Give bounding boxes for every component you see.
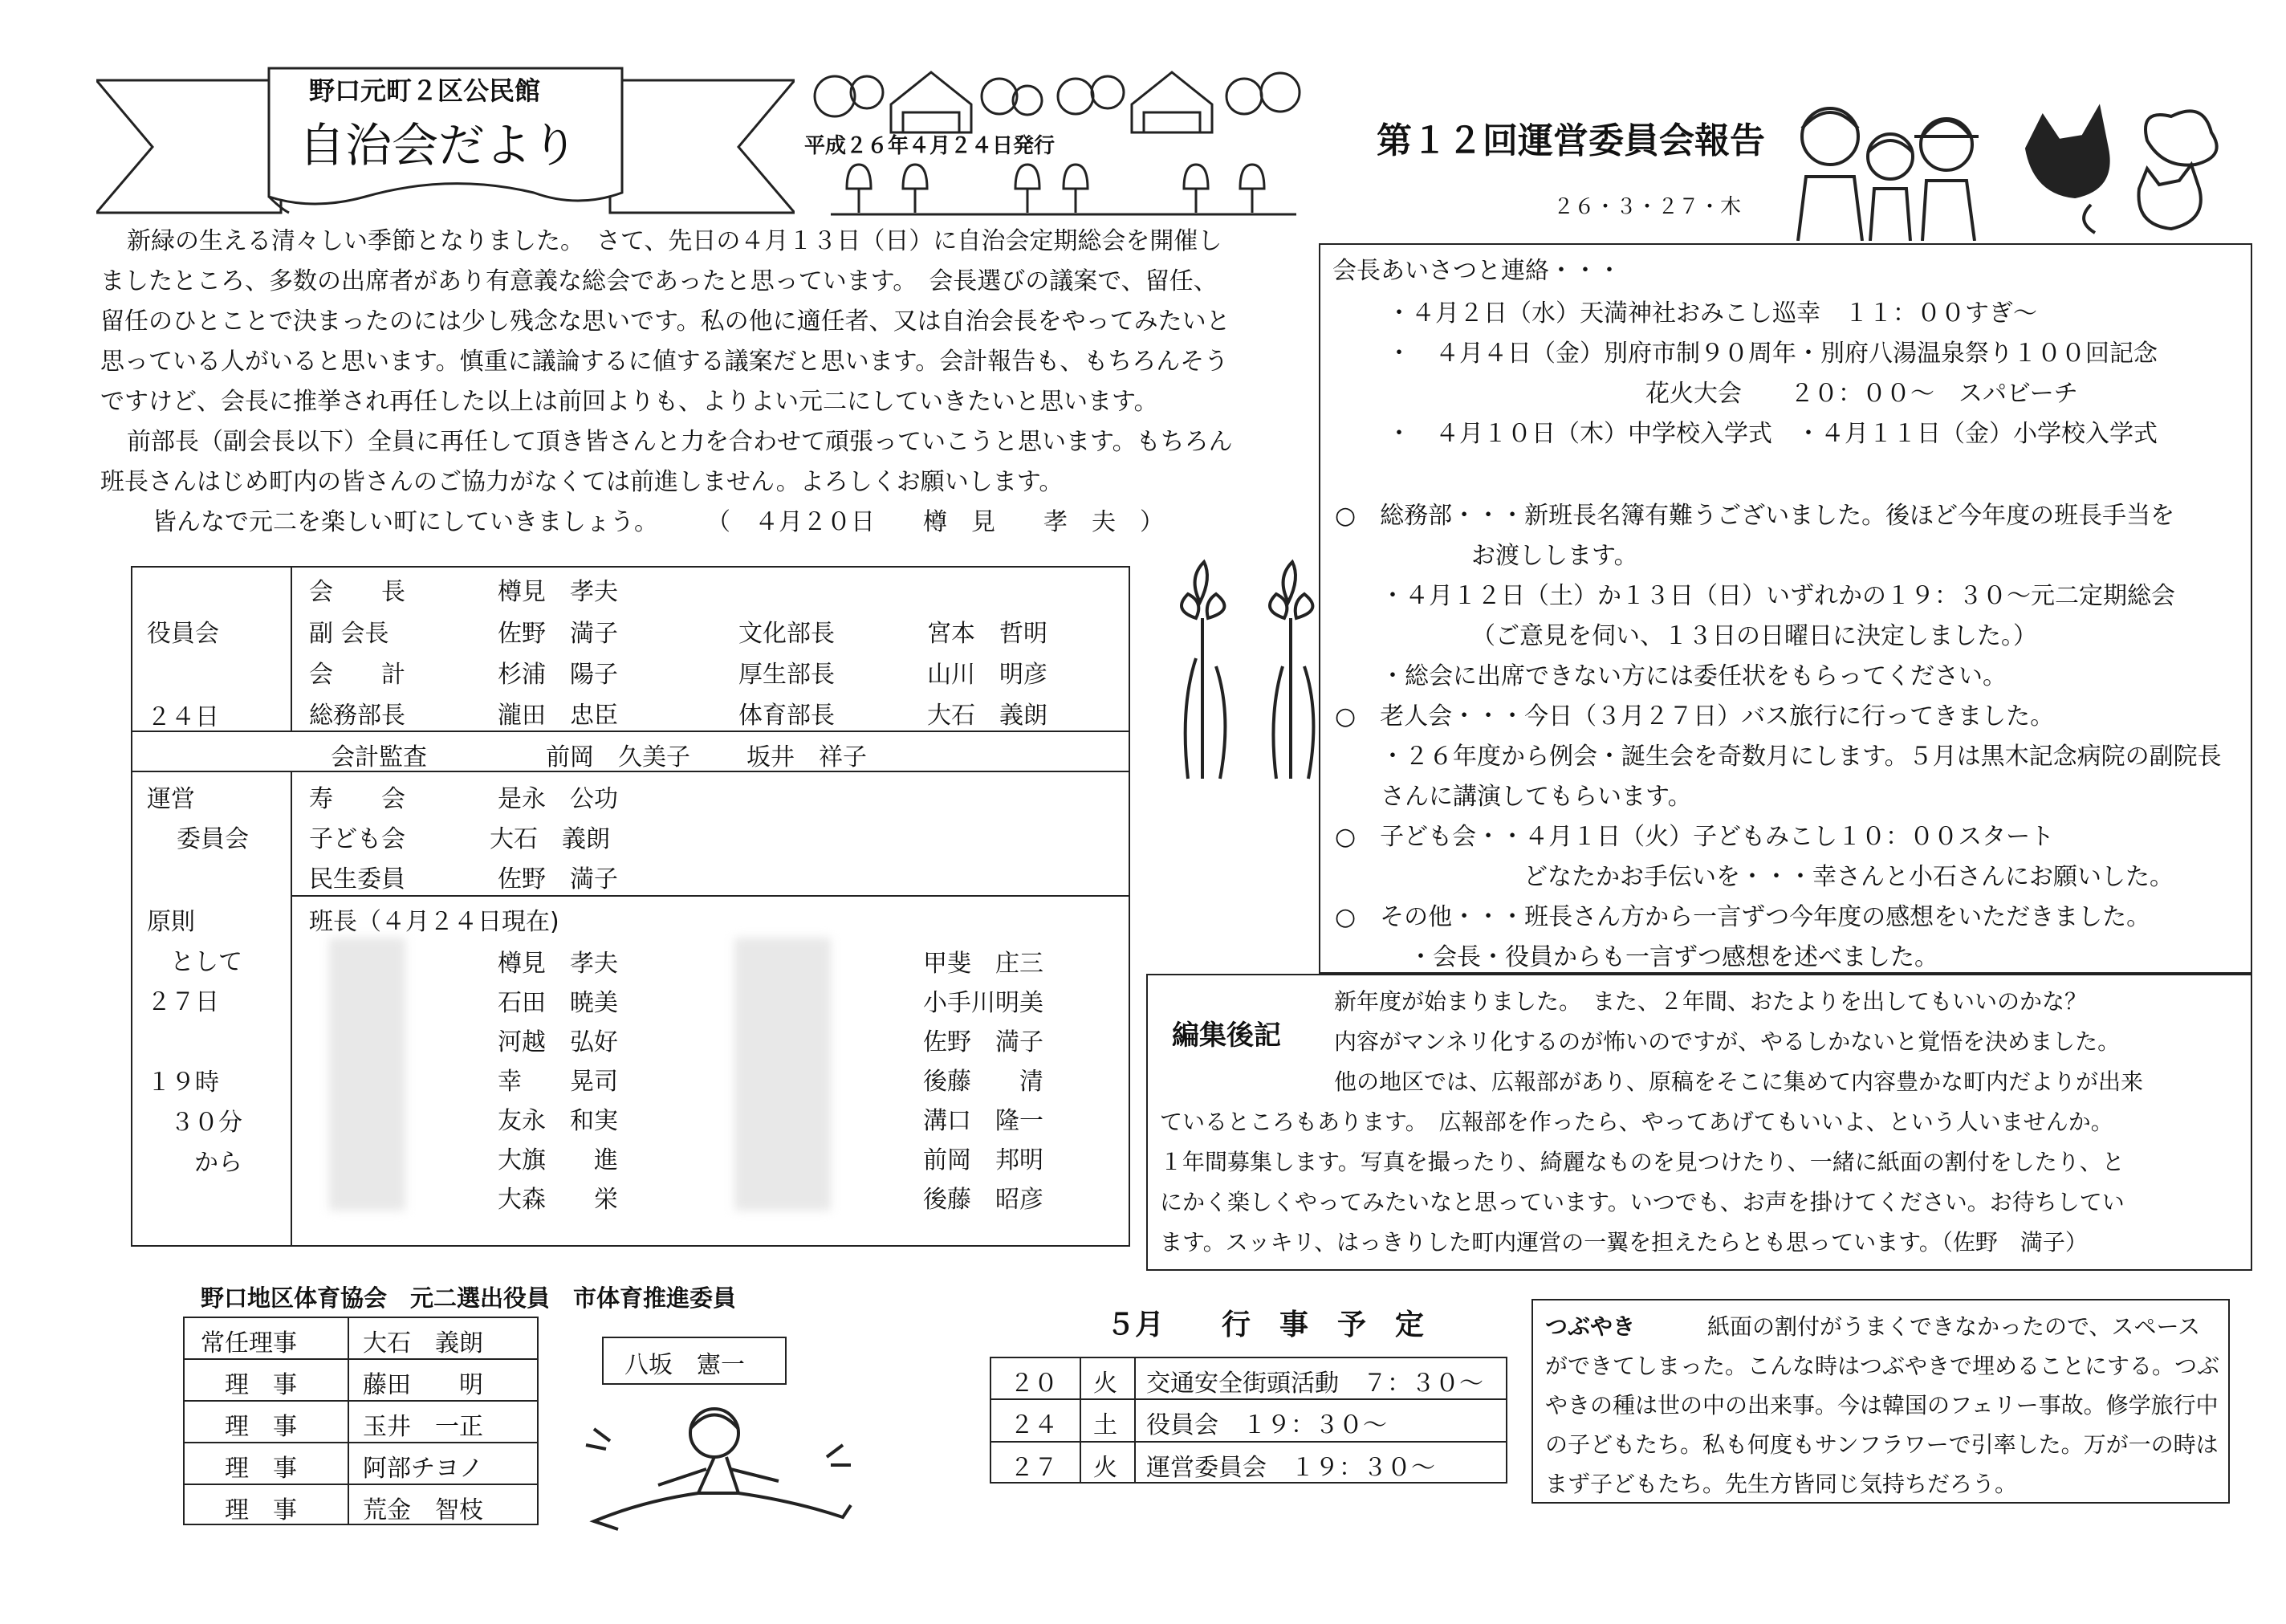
hancho-name: 後藤 清 xyxy=(923,1068,1043,1096)
audit-label: 会計監査 xyxy=(331,743,427,771)
intro-line: ましたところ、多数の出席者があり有意義な総会であったと思っています。 会長選びの議案で、留任、 xyxy=(100,267,1218,295)
report-line: ・ ４月１０日（木）中学校入学式 ・４月１１日（金）小学校入学式 xyxy=(1387,420,2158,448)
hancho-name: 大森 栄 xyxy=(498,1186,618,1214)
afterword-title: 編集後記 xyxy=(1172,1020,1281,1052)
afterword-line: 他の地区では、広報部があり、原稿をそこに集めて内容豊かな町内だよりが出来 xyxy=(1334,1068,2144,1095)
report-line: ○ 老人会・・・今日（３月２７日）バス旅行に行ってきました。 xyxy=(1335,702,2055,731)
schedule-day: ２７ xyxy=(1010,1454,1058,1482)
unei-name: 大石 義朗 xyxy=(490,825,610,853)
principle-line: から xyxy=(194,1149,242,1177)
schedule-title: ５月 行 事 予 定 xyxy=(1106,1308,1425,1341)
sports-role: 理 事 xyxy=(225,1496,297,1524)
hancho-name: 幸 晃司 xyxy=(498,1068,618,1096)
schedule-weekday: 土 xyxy=(1093,1411,1117,1439)
intro-line: 班長さんはじめ町内の皆さんのご協力がなくては前進しません。よろしくお願いします。 xyxy=(100,468,1064,496)
report-line: ・２６年度から例会・誕生会を奇数月にします。５月は黒木記念病院の副院長 xyxy=(1381,743,2222,771)
report-date: ２６・３・２７・木 xyxy=(1553,195,1742,219)
sports-role: 理 事 xyxy=(225,1455,297,1483)
officer-role: 会 計 xyxy=(309,661,405,689)
intro-line: ですけど、会長に推挙され再任した以上は前回よりも、よりよい元二にしていきたいと思います。 xyxy=(100,388,1158,416)
tulips-illustration xyxy=(831,157,1296,217)
unei-name: 佐野 満子 xyxy=(498,865,618,893)
tsubuyaki-line: ースができてしまった。こんな時はつぶやきで埋めることにする。つぶやきの種は世の中の出来事。今は韓国のフェリー事故。 xyxy=(1545,1313,2220,1418)
unei-name: 是永 公功 xyxy=(498,785,618,813)
report-line: 花火大会 ２０：００～ スパビーチ xyxy=(1645,380,2078,408)
sports-name: 阿部チヨノ xyxy=(363,1455,483,1483)
hancho-name: 甲斐 庄三 xyxy=(923,950,1043,978)
intro-line: 思っている人がいると思います。慎重に議論するに値する議案だと思います。会計報告も、もちろんそう xyxy=(100,348,1229,376)
tsubuyaki-title: つぶやき xyxy=(1545,1313,1636,1340)
issue-date: 平成２６年４月２４日発行 xyxy=(804,134,1056,158)
officer-name: 佐野 満子 xyxy=(498,620,618,648)
sports-name: 大石 義朗 xyxy=(363,1329,483,1357)
audit-name: 坂井 祥子 xyxy=(746,743,867,771)
schedule-event: 交通安全街頭活動 ７：３０～ xyxy=(1146,1370,1483,1398)
principle-line: として xyxy=(170,948,242,976)
officer-role: 会 長 xyxy=(309,578,405,606)
schedule-event: 役員会 １９：３０～ xyxy=(1146,1411,1387,1439)
officer-name: 瀧田 忠臣 xyxy=(498,702,618,730)
hancho-name: 溝口 隆一 xyxy=(923,1107,1043,1135)
principle-line: ３０分 xyxy=(170,1109,242,1137)
redacted-names xyxy=(734,938,831,1211)
unei-role: 子ども会 xyxy=(309,825,405,853)
family-illustration xyxy=(1778,88,1995,241)
sports-name: 荒金 智枝 xyxy=(363,1496,483,1524)
report-line: ・４月１２日（土）か１３日（日）いずれかの１９：３０～元二定期総会 xyxy=(1381,582,2175,610)
cats-illustration xyxy=(2019,100,2227,241)
hancho-name: 友永 和実 xyxy=(498,1107,618,1135)
hancho-title: 班長（４月２４日現在) xyxy=(309,908,559,936)
hancho-name: 後藤 昭彦 xyxy=(923,1186,1043,1214)
intro-line: 前部長（副会長以下）全員に再任して頂き皆さんと力を合わせて頑張っていこうと思います。もちろん xyxy=(127,428,1233,456)
intro-line: 皆んなで元二を楽しい町にしていきましょう。 （ ４月２０日 樽 見 孝 夫 ） xyxy=(153,508,1164,536)
report-title: 第１２回運営委員会報告 xyxy=(1377,120,1765,161)
hancho-name: 前岡 邦明 xyxy=(923,1146,1043,1174)
officer-role: 副 会長 xyxy=(309,620,389,648)
newsletter-title: 自治会だより xyxy=(299,118,579,173)
hancho-name: 河越 弘好 xyxy=(498,1028,618,1056)
sports-role: 理 事 xyxy=(225,1371,297,1399)
hancho-name: 石田 暁美 xyxy=(498,989,618,1017)
promoter-name: 八坂 憲一 xyxy=(624,1351,745,1379)
unei-label: 運営 xyxy=(147,785,195,813)
unei-role: 民生委員 xyxy=(309,865,405,893)
yakuinkai-label: 役員会 xyxy=(147,620,219,648)
afterword-line: にかく楽しくやってみたいなと思っています。いつでも、お声を掛けてください。お待ちしてい xyxy=(1160,1189,2125,1215)
officer-name: 樽見 孝夫 xyxy=(498,578,618,606)
unei-role: 寿 会 xyxy=(309,785,405,813)
officer-name: 山川 明彦 xyxy=(927,661,1047,689)
officer-role: 文化部長 xyxy=(738,620,835,648)
org-name: 野口元町２区公民館 xyxy=(309,75,541,106)
report-line: お渡しします。 xyxy=(1471,542,1638,570)
officer-name: 大石 義朗 xyxy=(927,702,1047,730)
houses-illustration xyxy=(811,68,1308,136)
report-line: ・総会に出席できない方には委任状をもらってください。 xyxy=(1381,662,2007,690)
officer-name: 杉浦 陽子 xyxy=(498,661,618,689)
afterword-line: ます。スッキリ、はっきりした町内運営の一翼を担えたらとも思っています。（佐野 満子） xyxy=(1160,1229,2088,1256)
audit-name: 前岡 久美子 xyxy=(546,743,690,771)
report-line: ・４月２日（水）天満神社おみこし巡幸 １１：００すぎ～ xyxy=(1387,299,2037,328)
sports-name: 玉井 一正 xyxy=(363,1413,483,1441)
intro-line: 留任のひとことで決まったのには少し残念な思いです。私の他に適任者、又は自治会長をやってみたいと xyxy=(100,307,1230,336)
report-line: 会長あいさつと連絡・・・ xyxy=(1332,257,1621,285)
sports-role: 常任理事 xyxy=(201,1329,297,1357)
officer-role: 総務部長 xyxy=(309,702,405,730)
officer-role: 厚生部長 xyxy=(738,661,835,689)
report-line: ・ ４月４日（金）別府市制９０周年・別府八湯温泉祭り１００回記念 xyxy=(1387,340,2158,368)
afterword-line: 新年度が始まりました。 また、２年間、おたよりを出してもいいのかな？ xyxy=(1334,988,2088,1015)
report-line: どなたかお手伝いを・・・幸さんと小石さんにお願いした。 xyxy=(1523,863,2174,891)
report-line: ・会長・役員からも一言ずつ感想を述べました。 xyxy=(1409,943,1938,971)
report-line: さんに講演してもらいます。 xyxy=(1381,783,1692,811)
sports-name: 藤田 明 xyxy=(363,1371,483,1399)
sports-title: 野口地区体育協会 元二選出役員 市体育推進委員 xyxy=(201,1284,737,1312)
hancho-name: 佐野 満子 xyxy=(923,1028,1043,1056)
intro-line: 新緑の生える清々しい季節となりました。 さて、先日の４月１３日（日）に自治会定期総会を開催し xyxy=(127,227,1222,255)
afterword-line: １年間募集します。写真を撮ったり、綺麗なものを見つけたり、一緒に紙面の割付をしたり、と xyxy=(1160,1149,2125,1175)
report-line: ○ 子ども会・・４月１日（火）子どもみこし１０：００スタート xyxy=(1335,823,2055,851)
hancho-name: 大旗 進 xyxy=(498,1146,618,1174)
principle-line: １９時 xyxy=(147,1068,219,1097)
officer-role: 体育部長 xyxy=(738,702,835,730)
stretching-girl-illustration xyxy=(578,1397,867,1533)
schedule-day: ２０ xyxy=(1010,1370,1058,1398)
yakuinkai-day: ２４日 xyxy=(147,703,219,731)
unei-label: 委員会 xyxy=(177,825,249,853)
afterword-line: 内容がマンネリ化するのが怖いのですが、やるしかないと覚悟を決めました。 xyxy=(1334,1028,2121,1055)
schedule-weekday: 火 xyxy=(1093,1454,1117,1482)
tsubuyaki-body xyxy=(1545,1307,2219,1504)
redacted-names xyxy=(329,938,405,1211)
schedule-day: ２４ xyxy=(1010,1411,1058,1439)
report-line: ○ 総務部・・・新班長名簿有難うございました。後ほど今年度の班長手当を xyxy=(1335,502,2175,530)
sports-role: 理 事 xyxy=(225,1413,297,1441)
tsubuyaki-line: 修学旅行中の子どもたち。私も何度もサンフラワーで引率した。万が一の時はまず子どもたち。先生方皆同じ気持ちだろう。 xyxy=(1545,1392,2219,1497)
report-line: （ご意見を伺い、１３日の日曜日に決定しました。） xyxy=(1471,622,2037,650)
iris-illustration xyxy=(1156,546,1340,787)
principle-line: ２７日 xyxy=(147,988,219,1016)
schedule-event: 運営委員会 １９：３０～ xyxy=(1146,1454,1435,1482)
hancho-name: 樽見 孝夫 xyxy=(498,950,618,978)
officer-name: 宮本 哲明 xyxy=(927,620,1047,648)
schedule-weekday: 火 xyxy=(1093,1370,1117,1398)
hancho-name: 小手川明美 xyxy=(923,989,1043,1017)
principle-line: 原則 xyxy=(147,908,195,936)
tsubuyaki-line: 紙面の割付がうまくできなかったので、スペ xyxy=(1707,1313,2157,1340)
afterword-line: ているところもあります。 広報部を作ったら、やってあげてもいいよ、という人いませんか。 xyxy=(1160,1109,2113,1135)
report-line: ○ その他・・・班長さん方から一言ずつ今年度の感想をいただきました。 xyxy=(1335,903,2151,931)
